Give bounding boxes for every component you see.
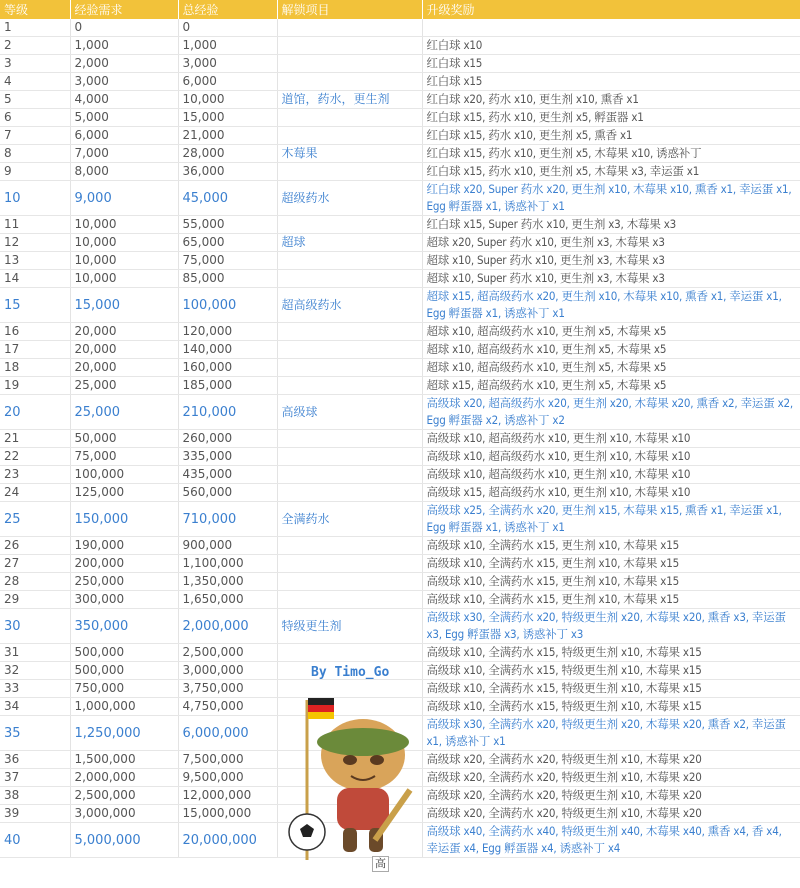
table-row [0, 181, 800, 216]
cell-reward: 高级球 x10, 全满药水 x15, 更生剂 x10, 木莓果 x15 [422, 573, 800, 591]
cell-unlock [277, 430, 422, 448]
table-row [0, 109, 800, 127]
cell-level: 4 [0, 73, 70, 91]
cell-unlock [277, 341, 422, 359]
cell-total: 28,000 [178, 145, 277, 163]
table-row [0, 19, 800, 37]
table-row [0, 377, 800, 395]
cell-total: 65,000 [178, 234, 277, 252]
cell-exp: 25,000 [70, 377, 178, 395]
cell-exp: 10,000 [70, 270, 178, 288]
cell-reward: 红白球 x20, 药水 x10, 更生剂 x10, 熏香 x1 [422, 91, 800, 109]
table-row [0, 484, 800, 502]
cell-exp: 2,500,000 [70, 787, 178, 805]
cell-level: 22 [0, 448, 70, 466]
cell-total: 10,000 [178, 91, 277, 109]
header-unlock: 解锁项目 [277, 0, 422, 19]
cell-reward: 红白球 x20, Super 药水 x20, 更生剂 x10, 木莓果 x10, 熏香 x1, 幸运蛋 x1, Egg 孵蛋器 x1, 诱惑补丁 x1 [422, 181, 800, 216]
cell-level: 28 [0, 573, 70, 591]
cell-reward: 高级球 x10, 全满药水 x15, 特级更生剂 x10, 木莓果 x15 [422, 644, 800, 662]
cell-total: 3,000,000 [178, 662, 277, 680]
table-row [0, 270, 800, 288]
cell-total: 2,000,000 [178, 609, 277, 644]
cell-level: 39 [0, 805, 70, 823]
cell-total: 75,000 [178, 252, 277, 270]
cell-unlock [277, 359, 422, 377]
cell-total: 335,000 [178, 448, 277, 466]
cell-total: 3,000 [178, 55, 277, 73]
cell-reward: 超球 x10, 超高级药水 x10, 更生剂 x5, 木莓果 x5 [422, 341, 800, 359]
header-level: 等级 [0, 0, 70, 19]
cell-exp: 8,000 [70, 163, 178, 181]
cell-unlock [277, 537, 422, 555]
cell-unlock [277, 573, 422, 591]
cell-total: 4,750,000 [178, 698, 277, 716]
cell-exp: 125,000 [70, 484, 178, 502]
cell-exp: 9,000 [70, 181, 178, 216]
cell-exp: 50,000 [70, 430, 178, 448]
cell-unlock: 全满药水 [277, 502, 422, 537]
cell-total: 140,000 [178, 341, 277, 359]
cell-level: 35 [0, 716, 70, 751]
cell-exp: 250,000 [70, 573, 178, 591]
cell-exp: 20,000 [70, 341, 178, 359]
cell-unlock [277, 37, 422, 55]
cell-exp: 5,000,000 [70, 823, 178, 858]
cell-reward: 红白球 x15, 药水 x10, 更生剂 x5, 木莓果 x3, 幸运蛋 x1 [422, 163, 800, 181]
cell-unlock [277, 377, 422, 395]
cell-level: 1 [0, 19, 70, 37]
cell-level: 30 [0, 609, 70, 644]
cell-level: 7 [0, 127, 70, 145]
cell-exp: 500,000 [70, 662, 178, 680]
table-row [0, 537, 800, 555]
cell-exp: 25,000 [70, 395, 178, 430]
cell-level: 23 [0, 466, 70, 484]
cell-reward: 红白球 x15 [422, 55, 800, 73]
cell-reward: 高级球 x20, 超高级药水 x20, 更生剂 x20, 木莓果 x20, 熏香 x2, 幸运蛋 x2, Egg 孵蛋器 x2, 诱惑补丁 x2 [422, 395, 800, 430]
cell-total: 6,000,000 [178, 716, 277, 751]
cell-reward: 高级球 x10, 全满药水 x15, 特级更生剂 x10, 木莓果 x15 [422, 680, 800, 698]
cell-exp: 4,000 [70, 91, 178, 109]
cell-unlock [277, 270, 422, 288]
cell-unlock [277, 555, 422, 573]
cell-exp: 1,000,000 [70, 698, 178, 716]
cell-exp: 100,000 [70, 466, 178, 484]
cell-level: 24 [0, 484, 70, 502]
cell-reward: 红白球 x15, 药水 x10, 更生剂 x5, 孵蛋器 x1 [422, 109, 800, 127]
cell-reward: 超球 x20, Super 药水 x10, 更生剂 x3, 木莓果 x3 [422, 234, 800, 252]
cell-exp: 2,000,000 [70, 769, 178, 787]
cell-exp: 7,000 [70, 145, 178, 163]
cell-reward: 红白球 x15, 药水 x10, 更生剂 x5, 熏香 x1 [422, 127, 800, 145]
cell-total: 435,000 [178, 466, 277, 484]
cell-reward: 超球 x10, Super 药水 x10, 更生剂 x3, 木莓果 x3 [422, 270, 800, 288]
cell-reward: 超球 x15, 超高级药水 x10, 更生剂 x5, 木莓果 x5 [422, 377, 800, 395]
table-row [0, 323, 800, 341]
cell-reward: 高级球 x10, 超高级药水 x10, 更生剂 x10, 木莓果 x10 [422, 430, 800, 448]
cell-total: 160,000 [178, 359, 277, 377]
cell-total: 900,000 [178, 537, 277, 555]
cell-total: 710,000 [178, 502, 277, 537]
cell-exp: 1,500,000 [70, 751, 178, 769]
cell-reward [422, 19, 800, 37]
cell-exp: 350,000 [70, 609, 178, 644]
cell-unlock [277, 216, 422, 234]
header-reward: 升级奖励 [422, 0, 800, 19]
cell-unlock [277, 323, 422, 341]
cell-level: 16 [0, 323, 70, 341]
cell-unlock [277, 19, 422, 37]
watermark-text: By Timo_Go [311, 665, 390, 680]
teemo-mascot-illustration [285, 680, 425, 880]
cell-reward: 超球 x15, 超高级药水 x20, 更生剂 x10, 木莓果 x10, 熏香 x1, 幸运蛋 x1, Egg 孵蛋器 x1, 诱惑补丁 x1 [422, 288, 800, 323]
cell-exp: 190,000 [70, 537, 178, 555]
cell-total: 21,000 [178, 127, 277, 145]
cell-exp: 1,250,000 [70, 716, 178, 751]
cell-exp: 0 [70, 19, 178, 37]
cell-reward: 高级球 x20, 全满药水 x20, 特级更生剂 x10, 木莓果 x20 [422, 805, 800, 823]
cell-reward: 红白球 x15 [422, 73, 800, 91]
cell-unlock [277, 644, 422, 662]
cell-unlock [277, 163, 422, 181]
cell-unlock: 超级药水 [277, 181, 422, 216]
table-row [0, 573, 800, 591]
cell-unlock: 木莓果 [277, 145, 422, 163]
cell-reward: 超球 x10, 超高级药水 x10, 更生剂 x5, 木莓果 x5 [422, 359, 800, 377]
cell-exp: 150,000 [70, 502, 178, 537]
cell-total: 15,000 [178, 109, 277, 127]
cell-reward: 高级球 x10, 全满药水 x15, 更生剂 x10, 木莓果 x15 [422, 591, 800, 609]
cell-level: 2 [0, 37, 70, 55]
cell-exp: 10,000 [70, 216, 178, 234]
cell-unlock [277, 55, 422, 73]
cell-exp: 2,000 [70, 55, 178, 73]
cell-unlock [277, 127, 422, 145]
table-row [0, 55, 800, 73]
table-row [0, 644, 800, 662]
table-row [0, 609, 800, 644]
cell-level: 14 [0, 270, 70, 288]
cell-unlock [277, 448, 422, 466]
cell-total: 12,000,000 [178, 787, 277, 805]
cell-total: 185,000 [178, 377, 277, 395]
cell-reward: 超球 x10, Super 药水 x10, 更生剂 x3, 木莓果 x3 [422, 252, 800, 270]
cell-total: 7,500,000 [178, 751, 277, 769]
cell-level: 18 [0, 359, 70, 377]
cell-level: 13 [0, 252, 70, 270]
cell-reward: 高级球 x20, 全满药水 x20, 特级更生剂 x10, 木莓果 x20 [422, 787, 800, 805]
cell-level: 32 [0, 662, 70, 680]
table-row [0, 448, 800, 466]
cell-reward: 高级球 x15, 超高级药水 x10, 更生剂 x10, 木莓果 x10 [422, 484, 800, 502]
table-row [0, 430, 800, 448]
cell-reward: 高级球 x10, 超高级药水 x10, 更生剂 x10, 木莓果 x10 [422, 466, 800, 484]
cell-exp: 200,000 [70, 555, 178, 573]
cell-unlock [277, 73, 422, 91]
cell-exp: 6,000 [70, 127, 178, 145]
cell-reward: 红白球 x15, Super 药水 x10, 更生剂 x3, 木莓果 x3 [422, 216, 800, 234]
cell-total: 15,000,000 [178, 805, 277, 823]
table-row [0, 395, 800, 430]
table-row [0, 216, 800, 234]
table-row [0, 466, 800, 484]
cell-level: 37 [0, 769, 70, 787]
cell-total: 2,500,000 [178, 644, 277, 662]
cell-level: 17 [0, 341, 70, 359]
cell-level: 38 [0, 787, 70, 805]
cell-reward: 高级球 x30, 全满药水 x20, 特级更生剂 x20, 木莓果 x20, 熏香 x3, 幸运蛋 x3, Egg 孵蛋器 x3, 诱惑补丁 x3 [422, 609, 800, 644]
cell-reward: 高级球 x20, 全满药水 x20, 特级更生剂 x10, 木莓果 x20 [422, 751, 800, 769]
cell-exp: 10,000 [70, 234, 178, 252]
cell-level: 3 [0, 55, 70, 73]
table-row [0, 127, 800, 145]
cell-exp: 1,000 [70, 37, 178, 55]
cell-total: 55,000 [178, 216, 277, 234]
cell-level: 31 [0, 644, 70, 662]
cell-unlock: 高级球 [277, 395, 422, 430]
cell-level: 9 [0, 163, 70, 181]
cell-exp: 300,000 [70, 591, 178, 609]
cell-exp: 5,000 [70, 109, 178, 127]
cell-total: 260,000 [178, 430, 277, 448]
cell-unlock: 道馆，药水，更生剂 [277, 91, 422, 109]
cell-exp: 10,000 [70, 252, 178, 270]
cell-exp: 750,000 [70, 680, 178, 698]
table-row [0, 359, 800, 377]
cell-total: 1,100,000 [178, 555, 277, 573]
cell-total: 1,350,000 [178, 573, 277, 591]
cell-unlock [277, 484, 422, 502]
cell-reward: 高级球 x10, 超高级药水 x10, 更生剂 x10, 木莓果 x10 [422, 448, 800, 466]
cell-total: 45,000 [178, 181, 277, 216]
cell-unlock [277, 252, 422, 270]
cell-level: 10 [0, 181, 70, 216]
cell-exp: 20,000 [70, 323, 178, 341]
cell-unlock: 超高级药水 [277, 288, 422, 323]
cell-level: 27 [0, 555, 70, 573]
cell-reward: 高级球 x20, 全满药水 x20, 特级更生剂 x10, 木莓果 x20 [422, 769, 800, 787]
table-row [0, 341, 800, 359]
cell-total: 20,000,000 [178, 823, 277, 858]
header-exp: 经验需求 [70, 0, 178, 19]
table-row [0, 555, 800, 573]
cell-level: 40 [0, 823, 70, 858]
cell-exp: 75,000 [70, 448, 178, 466]
cell-level: 6 [0, 109, 70, 127]
cell-unlock [277, 591, 422, 609]
cell-total: 6,000 [178, 73, 277, 91]
cropped-text-fragment: 高 [372, 856, 389, 872]
cell-reward: 高级球 x10, 全满药水 x15, 特级更生剂 x10, 木莓果 x15 [422, 662, 800, 680]
header-total: 总经验 [178, 0, 277, 19]
cell-total: 85,000 [178, 270, 277, 288]
cell-level: 15 [0, 288, 70, 323]
cell-reward: 红白球 x10 [422, 37, 800, 55]
cell-level: 19 [0, 377, 70, 395]
cell-exp: 15,000 [70, 288, 178, 323]
cell-total: 100,000 [178, 288, 277, 323]
table-row [0, 73, 800, 91]
cell-unlock: 特级更生剂 [277, 609, 422, 644]
cell-unlock: 超球 [277, 234, 422, 252]
cell-level: 25 [0, 502, 70, 537]
cell-reward: 高级球 x30, 全满药水 x20, 特级更生剂 x20, 木莓果 x20, 熏香 x2, 幸运蛋 x1, 诱惑补丁 x1 [422, 716, 800, 751]
cell-reward: 高级球 x25, 全满药水 x20, 更生剂 x15, 木莓果 x15, 熏香 x1, 幸运蛋 x1, Egg 孵蛋器 x1, 诱惑补丁 x1 [422, 502, 800, 537]
cell-level: 20 [0, 395, 70, 430]
cell-reward: 高级球 x40, 全满药水 x40, 特级更生剂 x40, 木莓果 x40, 熏香 x4, 香 x4, 幸运蛋 x4, Egg 孵蛋器 x4, 诱惑补丁 x4 [422, 823, 800, 858]
cell-exp: 20,000 [70, 359, 178, 377]
cell-level: 8 [0, 145, 70, 163]
table-row [0, 234, 800, 252]
cell-reward: 高级球 x10, 全满药水 x15, 特级更生剂 x10, 木莓果 x15 [422, 698, 800, 716]
cell-total: 560,000 [178, 484, 277, 502]
cell-level: 12 [0, 234, 70, 252]
table-row [0, 662, 800, 680]
table-row [0, 163, 800, 181]
cell-level: 33 [0, 680, 70, 698]
table-row [0, 145, 800, 163]
table-row [0, 288, 800, 323]
cell-level: 21 [0, 430, 70, 448]
cell-total: 210,000 [178, 395, 277, 430]
table-row [0, 502, 800, 537]
header-row [0, 0, 800, 19]
table-row [0, 37, 800, 55]
cell-level: 36 [0, 751, 70, 769]
cell-total: 120,000 [178, 323, 277, 341]
cell-level: 34 [0, 698, 70, 716]
cell-unlock [277, 466, 422, 484]
cell-exp: 500,000 [70, 644, 178, 662]
cell-reward: 红白球 x15, 药水 x10, 更生剂 x5, 木莓果 x10, 诱惑补丁 [422, 145, 800, 163]
cell-level: 11 [0, 216, 70, 234]
table-row [0, 252, 800, 270]
cell-level: 29 [0, 591, 70, 609]
cell-unlock [277, 109, 422, 127]
cell-level: 5 [0, 91, 70, 109]
cell-exp: 3,000,000 [70, 805, 178, 823]
cell-total: 3,750,000 [178, 680, 277, 698]
cell-reward: 高级球 x10, 全满药水 x15, 更生剂 x10, 木莓果 x15 [422, 537, 800, 555]
table-row [0, 591, 800, 609]
table-row [0, 91, 800, 109]
cell-total: 36,000 [178, 163, 277, 181]
cell-reward: 超球 x10, 超高级药水 x10, 更生剂 x5, 木莓果 x5 [422, 323, 800, 341]
cell-level: 26 [0, 537, 70, 555]
cell-total: 1,650,000 [178, 591, 277, 609]
cell-total: 0 [178, 19, 277, 37]
cell-total: 9,500,000 [178, 769, 277, 787]
cell-exp: 3,000 [70, 73, 178, 91]
cell-reward: 高级球 x10, 全满药水 x15, 更生剂 x10, 木莓果 x15 [422, 555, 800, 573]
cell-total: 1,000 [178, 37, 277, 55]
